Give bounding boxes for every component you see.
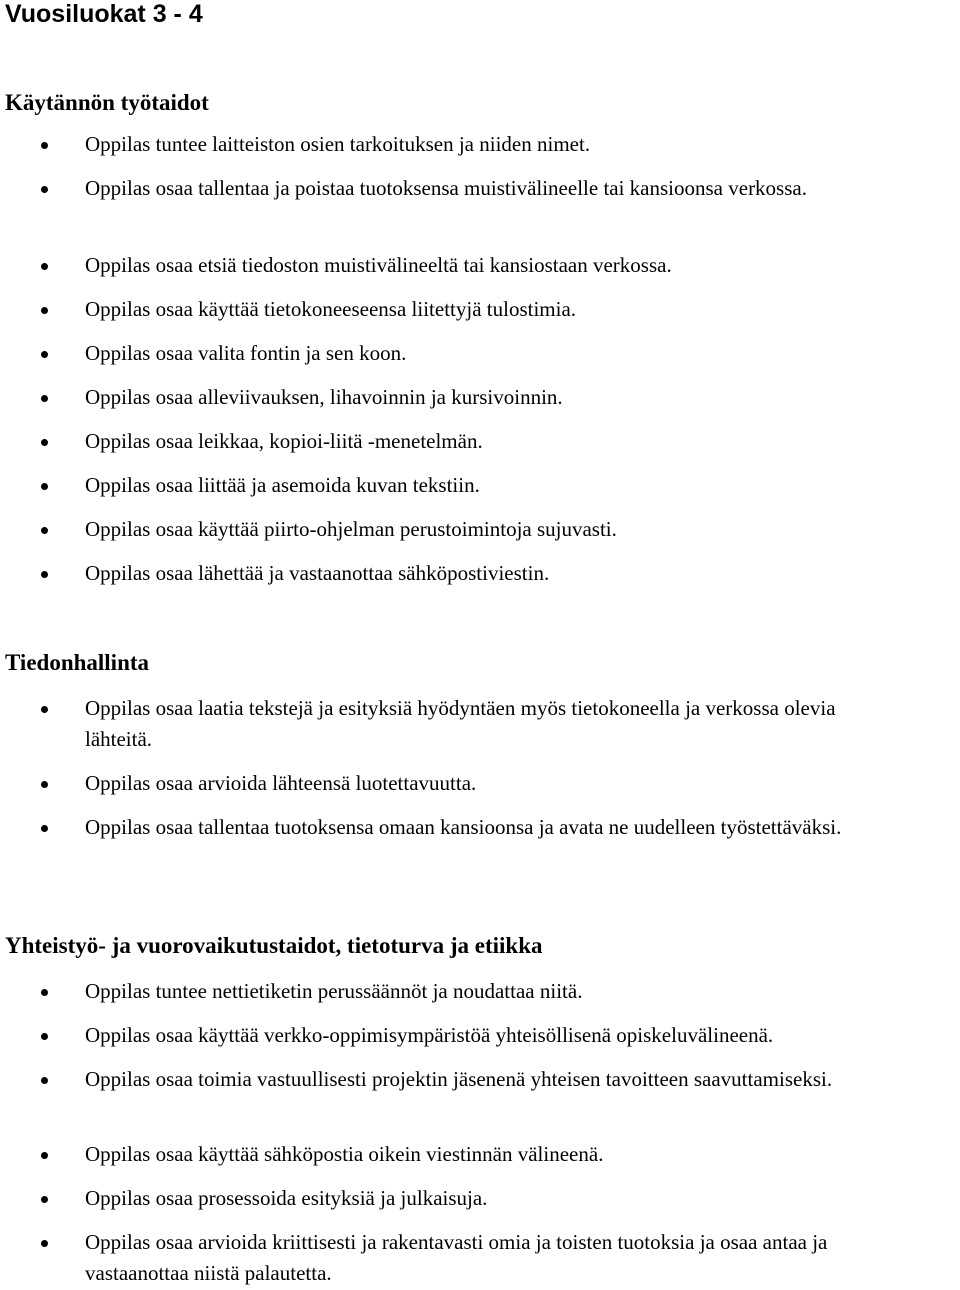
section-heading-yhteistyo: Yhteistyö- ja vuorovaikutustaidot, tietoturva ja etiikka <box>5 933 543 958</box>
bullet-icon <box>41 781 48 788</box>
bullet-icon <box>41 439 48 446</box>
page-title: Vuosiluokat 3 - 4 <box>5 0 203 28</box>
bullet-icon <box>41 527 48 534</box>
bullet-icon <box>41 483 48 490</box>
bullet-icon <box>41 825 48 832</box>
bullet-icon <box>41 186 48 193</box>
section-heading-tiedonhallinta: Tiedonhallinta <box>5 650 150 675</box>
bullet-icon <box>41 1077 48 1084</box>
section-heading-kaytannon-tyotaidot: Käytännön työtaidot <box>5 90 209 115</box>
bullet-icon <box>41 307 48 314</box>
bullet-icon <box>41 571 48 578</box>
bullet-icon <box>41 1196 48 1203</box>
bullet-icon <box>41 263 48 270</box>
bullet-icon <box>41 142 48 149</box>
bullet-icon <box>41 1033 48 1040</box>
bullet-icon <box>41 1152 48 1159</box>
bullet-icon <box>41 706 48 713</box>
bullet-icon <box>41 395 48 402</box>
bullet-icon <box>41 1240 48 1247</box>
bullet-icon <box>41 351 48 358</box>
bullet-icon <box>41 989 48 996</box>
